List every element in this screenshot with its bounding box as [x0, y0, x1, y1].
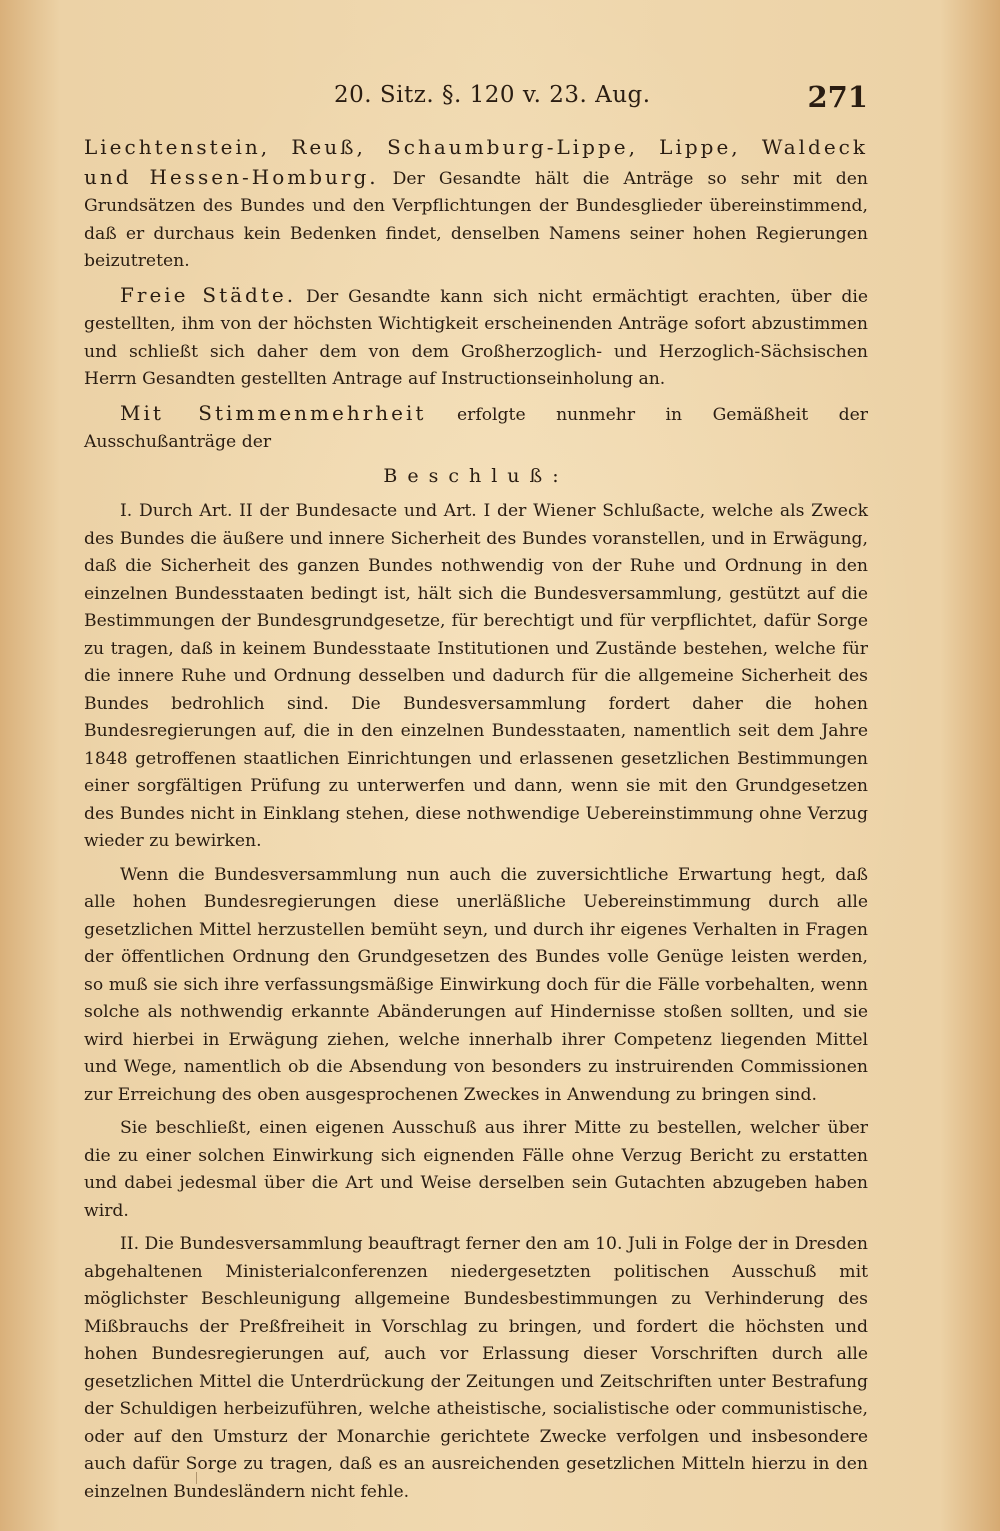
paragraph-text: Wenn die Bundesversammlung nun auch die zuversichtliche Erwartung hegt, daß alle hohen Bundesregierungen diese unerläßliche Uebereinstimmung durch alle gesetzlichen Mittel herzustellen bemüht seyn, und durch ihr eigenes Verhalten in Fragen der öffentlichen Ordnung den Grundgesetzen des Bundes volle Genüge leisten werden, so muß sie sich ihre verfassungsmäßige Einwirkung doch für die Fälle vorbehalten, wenn solche als nothwendig erkannte Abänderungen auf Hindernisse stoßen sollten, und sie wird hierbei in Erwägung ziehen, welche innerhalb ihrer Competenz liegenden Mittel und Wege, namentlich ob die Absendung von besonders zu instruirenden Commissionen zur Erreichung des oben ausgesprochenen Zweckes in Anwendung zu bringen sind.	[84, 864, 868, 1105]
paragraph-lead: Freie Städte.	[120, 282, 297, 307]
paragraph-text: Der Gesandte kann sich nicht ermächtigt erachten, über die gestellten, ihm von der höchsten Wichtigkeit erscheinenden Anträge sofort abzustimmen und schließt sich daher dem von dem Großherzoglich- und Herzoglich-Sächsischen Herrn Gesandten gestellten Antrage auf Instructionseinholung an.	[84, 286, 869, 389]
paper-mark	[196, 1472, 203, 1484]
paragraph-freie-staedte	[84, 282, 868, 394]
paragraph-text: Der Gesandte hält die Anträge so sehr mit den Grundsätzen des Bundes und den Verpflichtungen der Bundesglieder übereinstimmend, daß er durchaus kein Bedenken findet, denselben Namens seiner hohen Regierungen beizutreten.	[84, 168, 868, 271]
paragraph-resolution-3	[84, 1115, 868, 1225]
running-head: 20. Sitz. §. 120 v. 23. Aug.	[334, 82, 651, 108]
paragraph-text: erfolgte nunmehr in Gemäßheit der Ausschußanträge der	[84, 404, 869, 452]
paragraph-lead: Liechtenstein, Reuß, Schaumburg-Lippe, Lippe, Waldeck und Hessen-Homburg.	[84, 135, 868, 189]
paragraph-text: I. Durch Art. II der Bundesacte und Art. I der Wiener Schlußacte, welche als Zweck des Bundes die äußere und innere Sicherheit des Bundes voranstellen, und in Erwägung, daß die Sicherheit des ganzen Bundes nothwendig von der Ruhe und Ordnung in den einzelnen Bundesstaaten bedingt ist, hält sich die Bundesversammlung, gestützt auf die Bestimmungen der Bundesgrundgesetze, für berechtigt und für verpflichtet, dafür Sorge zu tragen, daß in keinem Bundesstaate Institutionen und Zustände bestehen, welche für die innere Ruhe und Ordnung desselben und dadurch für die allgemeine Sicherheit des Bundes bedrohlich sind. Die Bundesversammlung fordert daher die hohen Bundesregierungen auf, die in den einzelnen Bundesstaaten, namentlich seit dem Jahre 1848 getroffenen staatlichen Einrichtungen und erlassenen gesetzlichen Bestimmungen einer sorgfältigen Prüfung zu unterwerfen und dann, wenn sie mit den Grundgesetzen des Bundes nicht in Einklang stehen, diese nothwendige Uebereinstimmung ohne Verzug wieder zu bewirken.	[84, 501, 868, 851]
paragraph-text: II. Die Bundesversammlung beauftragt ferner den am 10. Juli in Folge der in Dresden abgehaltenen Ministerialconferenzen niedergesetzten politischen Ausschuß mit möglichster Beschleunigung allgemeine Bundesbestimmungen zu Verhinderung des Mißbrauchs der Preßfreiheit in Vorschlag zu bringen, und fordert die höchsten und hohen Bundesregierungen auf, auch vor Erlassung dieser Vorschriften durch alle gesetzlichen Mittel die Unterdrückung der Zeitungen und Zeitschriften unter Bestrafung der Schuldigen herbeizuführen, welche atheistische, socialistische oder communistische, oder auf den Umsturz der Monarchie gerichtete Zwecke verfolgen und insbesondere auch dafür Sorge zu tragen, daß es an ausreichenden gesetzlichen Mitteln hierzu in den einzelnen Bundesländern nicht fehle.	[84, 1234, 868, 1502]
paragraph-resolution-4	[84, 1231, 868, 1506]
page-header	[84, 82, 868, 122]
paragraph-text: Sie beschließt, einen eigenen Ausschuß aus ihrer Mitte zu bestellen, welcher über die zu einer solchen Einwirkung sich eignenden Fälle ohne Verzug Bericht zu erstatten und dabei jedesmal über die Art und Weise derselben sein Gutachten abzugeben haben wird.	[84, 1118, 868, 1221]
beschluss-heading: Beschluß:	[383, 464, 569, 487]
body-text	[84, 134, 868, 1512]
paragraph-stimmenmehrheit	[84, 400, 868, 457]
paragraph-lead: Mit Stimmenmehrheit	[120, 400, 427, 425]
paragraph-liechtenstein	[84, 134, 868, 276]
paragraph-resolution-2	[84, 862, 868, 1110]
page-number: 271	[807, 80, 868, 114]
paragraph-resolution-1	[84, 498, 868, 856]
